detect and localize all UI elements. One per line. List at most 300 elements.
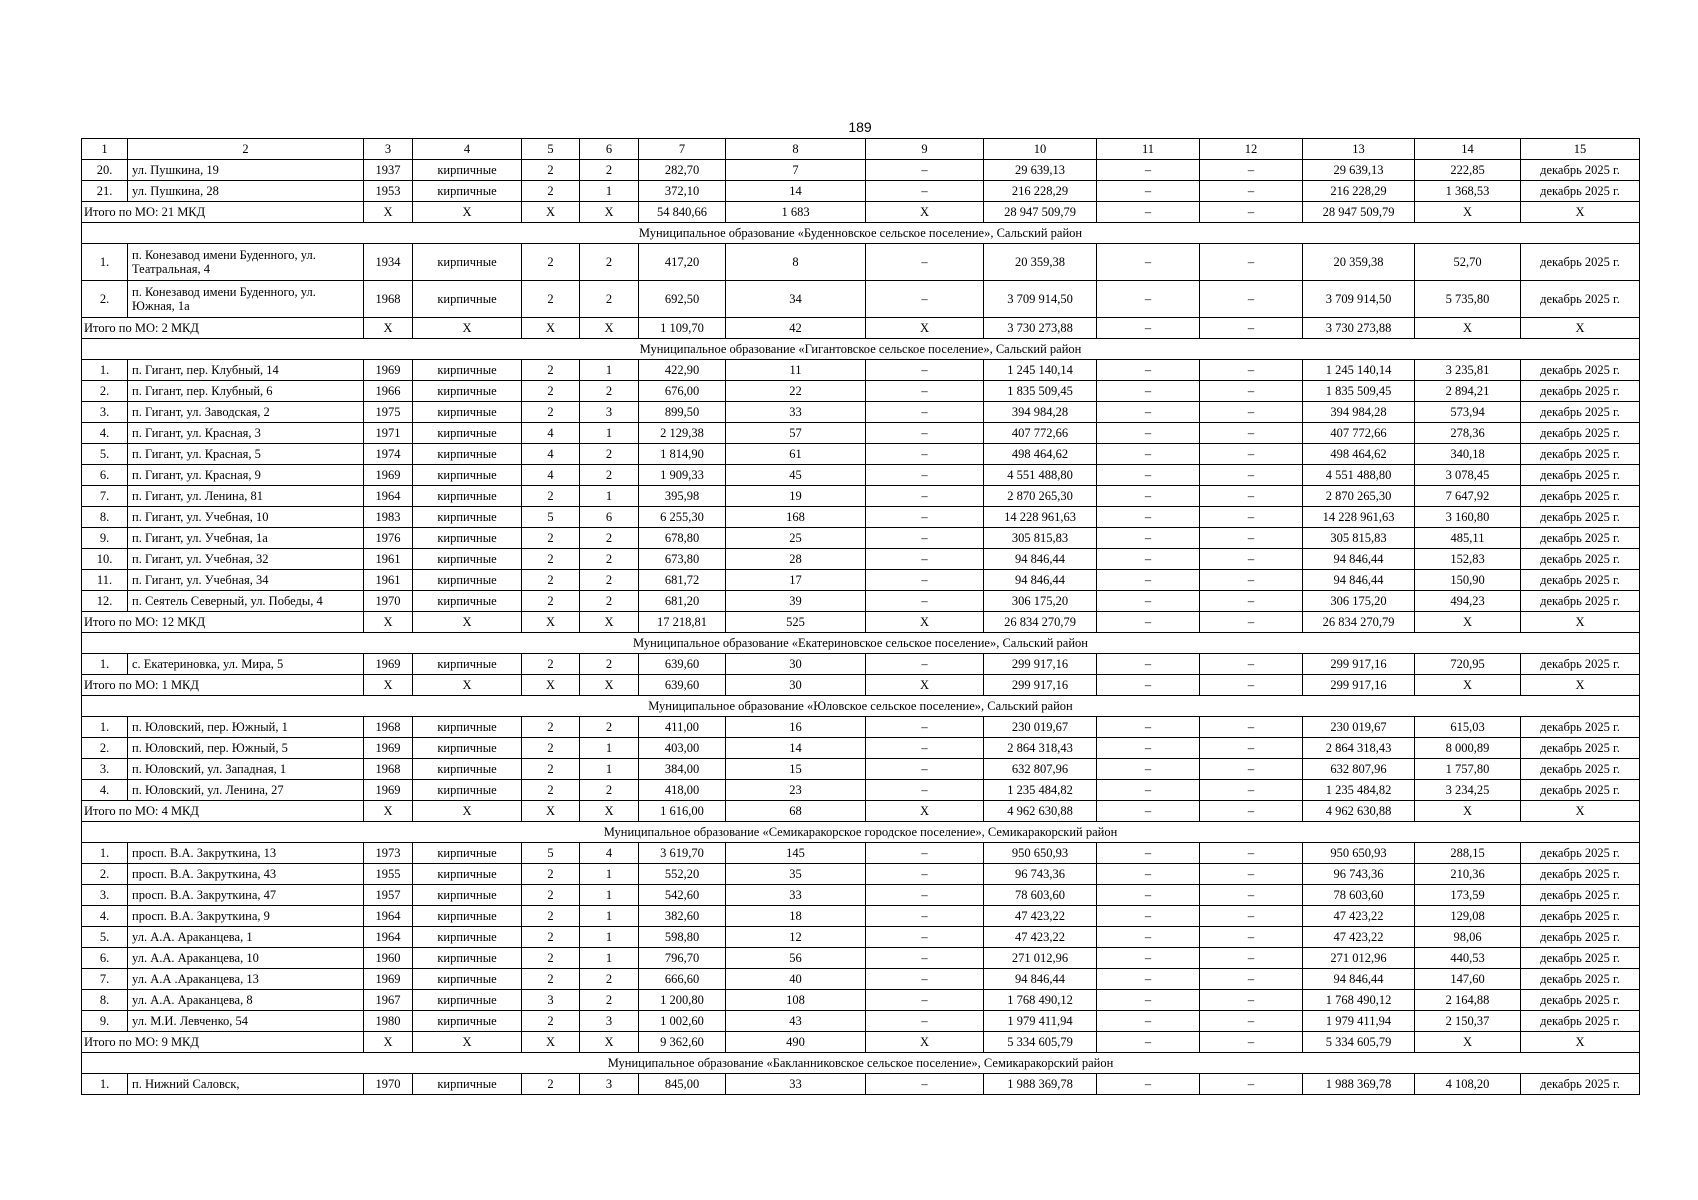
cell-col-15: декабрь 2025 г. bbox=[1521, 507, 1640, 528]
cell-col-10: 94 846,44 bbox=[984, 570, 1097, 591]
section-title: Муниципальное образование «Екатериновское сельское поселение», Сальский район bbox=[82, 633, 1640, 654]
address-cell: ул. Пушкина, 19 bbox=[128, 160, 364, 181]
cell-col-1: 1. bbox=[82, 1074, 128, 1095]
total-col-14: X bbox=[1415, 318, 1521, 339]
cell-col-10: 94 846,44 bbox=[984, 969, 1097, 990]
cell-col-9: – bbox=[866, 181, 984, 202]
total-col-8: 68 bbox=[726, 801, 866, 822]
cell-col-9: – bbox=[866, 1011, 984, 1032]
total-col-3: X bbox=[364, 675, 413, 696]
cell-col-12: – bbox=[1200, 948, 1303, 969]
address-cell: п. Гигант, ул. Ленина, 81 bbox=[128, 486, 364, 507]
table-row bbox=[82, 360, 1640, 381]
cell-col-10: 1 979 411,94 bbox=[984, 1011, 1097, 1032]
cell-col-13: 216 228,29 bbox=[1303, 181, 1415, 202]
column-number-10: 10 bbox=[984, 139, 1097, 160]
cell-col-4: кирпичные bbox=[413, 381, 522, 402]
cell-col-10: 47 423,22 bbox=[984, 927, 1097, 948]
cell-col-3: 1968 bbox=[364, 759, 413, 780]
cell-col-5: 5 bbox=[522, 507, 580, 528]
address-cell: ул. А.А. Араканцева, 10 bbox=[128, 948, 364, 969]
cell-col-6: 1 bbox=[580, 864, 639, 885]
cell-col-3: 1975 bbox=[364, 402, 413, 423]
cell-col-7: 1 002,60 bbox=[639, 1011, 726, 1032]
cell-col-6: 2 bbox=[580, 160, 639, 181]
cell-col-14: 573,94 bbox=[1415, 402, 1521, 423]
cell-col-1: 2. bbox=[82, 381, 128, 402]
cell-col-10: 950 650,93 bbox=[984, 843, 1097, 864]
cell-col-4: кирпичные bbox=[413, 1074, 522, 1095]
total-col-5: X bbox=[522, 612, 580, 633]
cell-col-12: – bbox=[1200, 969, 1303, 990]
cell-col-8: 56 bbox=[726, 948, 866, 969]
total-col-5: X bbox=[522, 675, 580, 696]
cell-col-8: 57 bbox=[726, 423, 866, 444]
total-col-6: X bbox=[580, 675, 639, 696]
cell-col-7: 673,80 bbox=[639, 549, 726, 570]
cell-col-14: 2 894,21 bbox=[1415, 381, 1521, 402]
cell-col-6: 3 bbox=[580, 1074, 639, 1095]
total-row bbox=[82, 801, 1640, 822]
cell-col-4: кирпичные bbox=[413, 486, 522, 507]
page-number: 189 bbox=[848, 119, 872, 135]
cell-col-9: – bbox=[866, 591, 984, 612]
cell-col-11: – bbox=[1097, 990, 1200, 1011]
cell-col-14: 485,11 bbox=[1415, 528, 1521, 549]
total-col-12: – bbox=[1200, 202, 1303, 223]
cell-col-6: 1 bbox=[580, 423, 639, 444]
cell-col-15: декабрь 2025 г. bbox=[1521, 549, 1640, 570]
address-cell: п. Гигант, ул. Красная, 5 bbox=[128, 444, 364, 465]
cell-col-4: кирпичные bbox=[413, 1011, 522, 1032]
cell-col-11: – bbox=[1097, 1074, 1200, 1095]
cell-col-7: 2 129,38 bbox=[639, 423, 726, 444]
cell-col-9: – bbox=[866, 549, 984, 570]
cell-col-6: 2 bbox=[580, 990, 639, 1011]
column-number-4: 4 bbox=[413, 139, 522, 160]
total-col-7: 1 109,70 bbox=[639, 318, 726, 339]
cell-col-7: 422,90 bbox=[639, 360, 726, 381]
cell-col-15: декабрь 2025 г. bbox=[1521, 969, 1640, 990]
cell-col-9: – bbox=[866, 717, 984, 738]
cell-col-12: – bbox=[1200, 244, 1303, 281]
cell-col-6: 2 bbox=[580, 570, 639, 591]
cell-col-3: 1968 bbox=[364, 281, 413, 318]
total-col-7: 639,60 bbox=[639, 675, 726, 696]
cell-col-7: 395,98 bbox=[639, 486, 726, 507]
cell-col-9: – bbox=[866, 906, 984, 927]
section-title: Муниципальное образование «Гигантовское сельское поселение», Сальский район bbox=[82, 339, 1640, 360]
cell-col-7: 3 619,70 bbox=[639, 843, 726, 864]
table-row bbox=[82, 780, 1640, 801]
cell-col-7: 639,60 bbox=[639, 654, 726, 675]
cell-col-13: 1 979 411,94 bbox=[1303, 1011, 1415, 1032]
cell-col-3: 1980 bbox=[364, 1011, 413, 1032]
cell-col-9: – bbox=[866, 948, 984, 969]
cell-col-12: – bbox=[1200, 591, 1303, 612]
total-col-6: X bbox=[580, 612, 639, 633]
total-col-10: 4 962 630,88 bbox=[984, 801, 1097, 822]
cell-col-14: 340,18 bbox=[1415, 444, 1521, 465]
total-col-13: 3 730 273,88 bbox=[1303, 318, 1415, 339]
cell-col-1: 3. bbox=[82, 885, 128, 906]
cell-col-13: 407 772,66 bbox=[1303, 423, 1415, 444]
total-col-10: 5 334 605,79 bbox=[984, 1032, 1097, 1053]
total-col-11: – bbox=[1097, 801, 1200, 822]
cell-col-1: 1. bbox=[82, 843, 128, 864]
cell-col-8: 145 bbox=[726, 843, 866, 864]
table-row bbox=[82, 759, 1640, 780]
cell-col-12: – bbox=[1200, 927, 1303, 948]
cell-col-12: – bbox=[1200, 906, 1303, 927]
table-row bbox=[82, 1011, 1640, 1032]
cell-col-3: 1983 bbox=[364, 507, 413, 528]
cell-col-5: 3 bbox=[522, 990, 580, 1011]
cell-col-9: – bbox=[866, 423, 984, 444]
cell-col-13: 1 768 490,12 bbox=[1303, 990, 1415, 1011]
total-col-4: X bbox=[413, 318, 522, 339]
cell-col-3: 1955 bbox=[364, 864, 413, 885]
cell-col-1: 1. bbox=[82, 717, 128, 738]
total-col-4: X bbox=[413, 612, 522, 633]
cell-col-8: 39 bbox=[726, 591, 866, 612]
total-col-6: X bbox=[580, 202, 639, 223]
cell-col-9: – bbox=[866, 465, 984, 486]
cell-col-14: 129,08 bbox=[1415, 906, 1521, 927]
total-col-8: 30 bbox=[726, 675, 866, 696]
cell-col-3: 1969 bbox=[364, 780, 413, 801]
address-cell: ул. М.И. Левченко, 54 bbox=[128, 1011, 364, 1032]
cell-col-4: кирпичные bbox=[413, 906, 522, 927]
cell-col-11: – bbox=[1097, 244, 1200, 281]
cell-col-11: – bbox=[1097, 759, 1200, 780]
table-row bbox=[82, 160, 1640, 181]
cell-col-13: 29 639,13 bbox=[1303, 160, 1415, 181]
cell-col-4: кирпичные bbox=[413, 948, 522, 969]
cell-col-6: 2 bbox=[580, 549, 639, 570]
cell-col-14: 1 757,80 bbox=[1415, 759, 1521, 780]
cell-col-11: – bbox=[1097, 717, 1200, 738]
total-col-3: X bbox=[364, 1032, 413, 1053]
cell-col-8: 18 bbox=[726, 906, 866, 927]
cell-col-6: 2 bbox=[580, 244, 639, 281]
cell-col-6: 6 bbox=[580, 507, 639, 528]
cell-col-11: – bbox=[1097, 906, 1200, 927]
cell-col-14: 615,03 bbox=[1415, 717, 1521, 738]
total-col-9: X bbox=[866, 801, 984, 822]
cell-col-14: 2 164,88 bbox=[1415, 990, 1521, 1011]
cell-col-9: – bbox=[866, 1074, 984, 1095]
cell-col-13: 94 846,44 bbox=[1303, 549, 1415, 570]
cell-col-7: 542,60 bbox=[639, 885, 726, 906]
cell-col-9: – bbox=[866, 528, 984, 549]
column-number-6: 6 bbox=[580, 139, 639, 160]
total-row bbox=[82, 1032, 1640, 1053]
address-cell: п. Гигант, ул. Учебная, 32 bbox=[128, 549, 364, 570]
total-col-9: X bbox=[866, 675, 984, 696]
cell-col-3: 1971 bbox=[364, 423, 413, 444]
cell-col-3: 1970 bbox=[364, 591, 413, 612]
total-col-10: 28 947 509,79 bbox=[984, 202, 1097, 223]
cell-col-15: декабрь 2025 г. bbox=[1521, 528, 1640, 549]
cell-col-9: – bbox=[866, 864, 984, 885]
cell-col-4: кирпичные bbox=[413, 780, 522, 801]
total-col-9: X bbox=[866, 612, 984, 633]
total-row bbox=[82, 202, 1640, 223]
cell-col-11: – bbox=[1097, 507, 1200, 528]
total-col-8: 42 bbox=[726, 318, 866, 339]
cell-col-11: – bbox=[1097, 864, 1200, 885]
cell-col-11: – bbox=[1097, 1011, 1200, 1032]
cell-col-4: кирпичные bbox=[413, 360, 522, 381]
cell-col-9: – bbox=[866, 843, 984, 864]
cell-col-4: кирпичные bbox=[413, 423, 522, 444]
cell-col-14: 494,23 bbox=[1415, 591, 1521, 612]
table-row bbox=[82, 717, 1640, 738]
cell-col-3: 1969 bbox=[364, 465, 413, 486]
cell-col-13: 2 864 318,43 bbox=[1303, 738, 1415, 759]
cell-col-7: 1 200,80 bbox=[639, 990, 726, 1011]
address-cell: п. Гигант, ул. Заводская, 2 bbox=[128, 402, 364, 423]
cell-col-4: кирпичные bbox=[413, 591, 522, 612]
cell-col-1: 1. bbox=[82, 360, 128, 381]
cell-col-15: декабрь 2025 г. bbox=[1521, 906, 1640, 927]
table-row bbox=[82, 906, 1640, 927]
cell-col-1: 3. bbox=[82, 759, 128, 780]
column-number-2: 2 bbox=[128, 139, 364, 160]
address-cell: п. Нижний Саловск, bbox=[128, 1074, 364, 1095]
cell-col-15: декабрь 2025 г. bbox=[1521, 402, 1640, 423]
cell-col-7: 382,60 bbox=[639, 906, 726, 927]
column-number-7: 7 bbox=[639, 139, 726, 160]
cell-col-11: – bbox=[1097, 402, 1200, 423]
cell-col-4: кирпичные bbox=[413, 864, 522, 885]
cell-col-1: 21. bbox=[82, 181, 128, 202]
column-number-11: 11 bbox=[1097, 139, 1200, 160]
total-label: Итого по МО: 12 МКД bbox=[82, 612, 364, 633]
cell-col-11: – bbox=[1097, 738, 1200, 759]
cell-col-6: 1 bbox=[580, 486, 639, 507]
total-col-11: – bbox=[1097, 318, 1200, 339]
cell-col-3: 1970 bbox=[364, 1074, 413, 1095]
cell-col-1: 2. bbox=[82, 738, 128, 759]
total-col-3: X bbox=[364, 612, 413, 633]
cell-col-10: 1 768 490,12 bbox=[984, 990, 1097, 1011]
cell-col-9: – bbox=[866, 759, 984, 780]
cell-col-1: 6. bbox=[82, 465, 128, 486]
cell-col-5: 2 bbox=[522, 969, 580, 990]
cell-col-15: декабрь 2025 г. bbox=[1521, 885, 1640, 906]
total-col-12: – bbox=[1200, 612, 1303, 633]
header-row bbox=[82, 139, 1640, 160]
cell-col-10: 47 423,22 bbox=[984, 906, 1097, 927]
address-cell: п. Гигант, ул. Учебная, 34 bbox=[128, 570, 364, 591]
cell-col-12: – bbox=[1200, 717, 1303, 738]
cell-col-8: 34 bbox=[726, 281, 866, 318]
cell-col-14: 720,95 bbox=[1415, 654, 1521, 675]
cell-col-1: 20. bbox=[82, 160, 128, 181]
cell-col-14: 152,83 bbox=[1415, 549, 1521, 570]
cell-col-9: – bbox=[866, 507, 984, 528]
cell-col-8: 28 bbox=[726, 549, 866, 570]
table-row bbox=[82, 843, 1640, 864]
cell-col-8: 22 bbox=[726, 381, 866, 402]
cell-col-14: 1 368,53 bbox=[1415, 181, 1521, 202]
cell-col-3: 1969 bbox=[364, 969, 413, 990]
cell-col-13: 394 984,28 bbox=[1303, 402, 1415, 423]
total-col-14: X bbox=[1415, 801, 1521, 822]
total-col-13: 4 962 630,88 bbox=[1303, 801, 1415, 822]
total-col-13: 5 334 605,79 bbox=[1303, 1032, 1415, 1053]
total-label: Итого по МО: 9 МКД bbox=[82, 1032, 364, 1053]
total-col-7: 54 840,66 bbox=[639, 202, 726, 223]
cell-col-1: 1. bbox=[82, 654, 128, 675]
cell-col-14: 3 078,45 bbox=[1415, 465, 1521, 486]
cell-col-5: 2 bbox=[522, 181, 580, 202]
cell-col-1: 4. bbox=[82, 780, 128, 801]
total-col-7: 1 616,00 bbox=[639, 801, 726, 822]
cell-col-15: декабрь 2025 г. bbox=[1521, 244, 1640, 281]
cell-col-12: – bbox=[1200, 1074, 1303, 1095]
cell-col-15: декабрь 2025 г. bbox=[1521, 1074, 1640, 1095]
cell-col-6: 1 bbox=[580, 360, 639, 381]
cell-col-5: 2 bbox=[522, 1074, 580, 1095]
cell-col-8: 14 bbox=[726, 181, 866, 202]
section-title: Муниципальное образование «Бакланниковское сельское поселение», Семикаракорский район bbox=[82, 1053, 1640, 1074]
cell-col-10: 407 772,66 bbox=[984, 423, 1097, 444]
cell-col-6: 1 bbox=[580, 906, 639, 927]
total-col-8: 1 683 bbox=[726, 202, 866, 223]
table-row bbox=[82, 990, 1640, 1011]
cell-col-5: 2 bbox=[522, 654, 580, 675]
cell-col-9: – bbox=[866, 780, 984, 801]
cell-col-10: 4 551 488,80 bbox=[984, 465, 1097, 486]
cell-col-9: – bbox=[866, 281, 984, 318]
cell-col-13: 78 603,60 bbox=[1303, 885, 1415, 906]
cell-col-13: 950 650,93 bbox=[1303, 843, 1415, 864]
total-col-11: – bbox=[1097, 612, 1200, 633]
total-col-15: X bbox=[1521, 202, 1640, 223]
cell-col-11: – bbox=[1097, 780, 1200, 801]
cell-col-6: 2 bbox=[580, 444, 639, 465]
cell-col-12: – bbox=[1200, 444, 1303, 465]
section-title-row bbox=[82, 223, 1640, 244]
cell-col-12: – bbox=[1200, 507, 1303, 528]
total-col-10: 26 834 270,79 bbox=[984, 612, 1097, 633]
cell-col-6: 2 bbox=[580, 591, 639, 612]
cell-col-12: – bbox=[1200, 885, 1303, 906]
cell-col-10: 1 835 509,45 bbox=[984, 381, 1097, 402]
cell-col-5: 2 bbox=[522, 402, 580, 423]
cell-col-13: 94 846,44 bbox=[1303, 969, 1415, 990]
cell-col-15: декабрь 2025 г. bbox=[1521, 864, 1640, 885]
table-row bbox=[82, 402, 1640, 423]
cell-col-9: – bbox=[866, 570, 984, 591]
total-col-15: X bbox=[1521, 801, 1640, 822]
total-col-7: 17 218,81 bbox=[639, 612, 726, 633]
cell-col-11: – bbox=[1097, 549, 1200, 570]
cell-col-10: 96 743,36 bbox=[984, 864, 1097, 885]
cell-col-12: – bbox=[1200, 759, 1303, 780]
cell-col-15: декабрь 2025 г. bbox=[1521, 843, 1640, 864]
cell-col-3: 1964 bbox=[364, 906, 413, 927]
cell-col-11: – bbox=[1097, 591, 1200, 612]
cell-col-6: 3 bbox=[580, 402, 639, 423]
cell-col-15: декабрь 2025 г. bbox=[1521, 990, 1640, 1011]
cell-col-15: декабрь 2025 г. bbox=[1521, 570, 1640, 591]
cell-col-14: 7 647,92 bbox=[1415, 486, 1521, 507]
cell-col-4: кирпичные bbox=[413, 717, 522, 738]
address-cell: с. Екатериновка, ул. Мира, 5 bbox=[128, 654, 364, 675]
cell-col-13: 96 743,36 bbox=[1303, 864, 1415, 885]
cell-col-3: 1968 bbox=[364, 717, 413, 738]
cell-col-13: 632 807,96 bbox=[1303, 759, 1415, 780]
cell-col-1: 3. bbox=[82, 402, 128, 423]
cell-col-5: 2 bbox=[522, 549, 580, 570]
cell-col-10: 216 228,29 bbox=[984, 181, 1097, 202]
cell-col-5: 2 bbox=[522, 780, 580, 801]
table-row bbox=[82, 486, 1640, 507]
cell-col-10: 498 464,62 bbox=[984, 444, 1097, 465]
cell-col-3: 1976 bbox=[364, 528, 413, 549]
cell-col-5: 2 bbox=[522, 486, 580, 507]
table-row bbox=[82, 549, 1640, 570]
total-col-11: – bbox=[1097, 202, 1200, 223]
table-body bbox=[82, 139, 1640, 1095]
table-row bbox=[82, 927, 1640, 948]
cell-col-6: 3 bbox=[580, 1011, 639, 1032]
cell-col-5: 2 bbox=[522, 906, 580, 927]
cell-col-5: 2 bbox=[522, 885, 580, 906]
cell-col-1: 11. bbox=[82, 570, 128, 591]
total-col-4: X bbox=[413, 675, 522, 696]
total-col-4: X bbox=[413, 1032, 522, 1053]
total-col-9: X bbox=[866, 1032, 984, 1053]
cell-col-11: – bbox=[1097, 528, 1200, 549]
cell-col-14: 8 000,89 bbox=[1415, 738, 1521, 759]
cell-col-10: 29 639,13 bbox=[984, 160, 1097, 181]
cell-col-4: кирпичные bbox=[413, 160, 522, 181]
cell-col-6: 1 bbox=[580, 927, 639, 948]
cell-col-4: кирпичные bbox=[413, 927, 522, 948]
cell-col-12: – bbox=[1200, 654, 1303, 675]
cell-col-7: 384,00 bbox=[639, 759, 726, 780]
cell-col-8: 35 bbox=[726, 864, 866, 885]
cell-col-12: – bbox=[1200, 990, 1303, 1011]
cell-col-5: 5 bbox=[522, 843, 580, 864]
cell-col-5: 2 bbox=[522, 244, 580, 281]
cell-col-6: 2 bbox=[580, 717, 639, 738]
total-col-6: X bbox=[580, 318, 639, 339]
cell-col-14: 5 735,80 bbox=[1415, 281, 1521, 318]
cell-col-13: 2 870 265,30 bbox=[1303, 486, 1415, 507]
cell-col-3: 1960 bbox=[364, 948, 413, 969]
cell-col-10: 1 988 369,78 bbox=[984, 1074, 1097, 1095]
cell-col-11: – bbox=[1097, 948, 1200, 969]
cell-col-12: – bbox=[1200, 160, 1303, 181]
cell-col-11: – bbox=[1097, 423, 1200, 444]
total-col-10: 299 917,16 bbox=[984, 675, 1097, 696]
column-number-15: 15 bbox=[1521, 139, 1640, 160]
cell-col-1: 9. bbox=[82, 1011, 128, 1032]
total-col-6: X bbox=[580, 1032, 639, 1053]
total-label: Итого по МО: 1 МКД bbox=[82, 675, 364, 696]
address-cell: п. Юловский, ул. Ленина, 27 bbox=[128, 780, 364, 801]
cell-col-5: 2 bbox=[522, 570, 580, 591]
cell-col-10: 299 917,16 bbox=[984, 654, 1097, 675]
cell-col-3: 1967 bbox=[364, 990, 413, 1011]
cell-col-8: 8 bbox=[726, 244, 866, 281]
